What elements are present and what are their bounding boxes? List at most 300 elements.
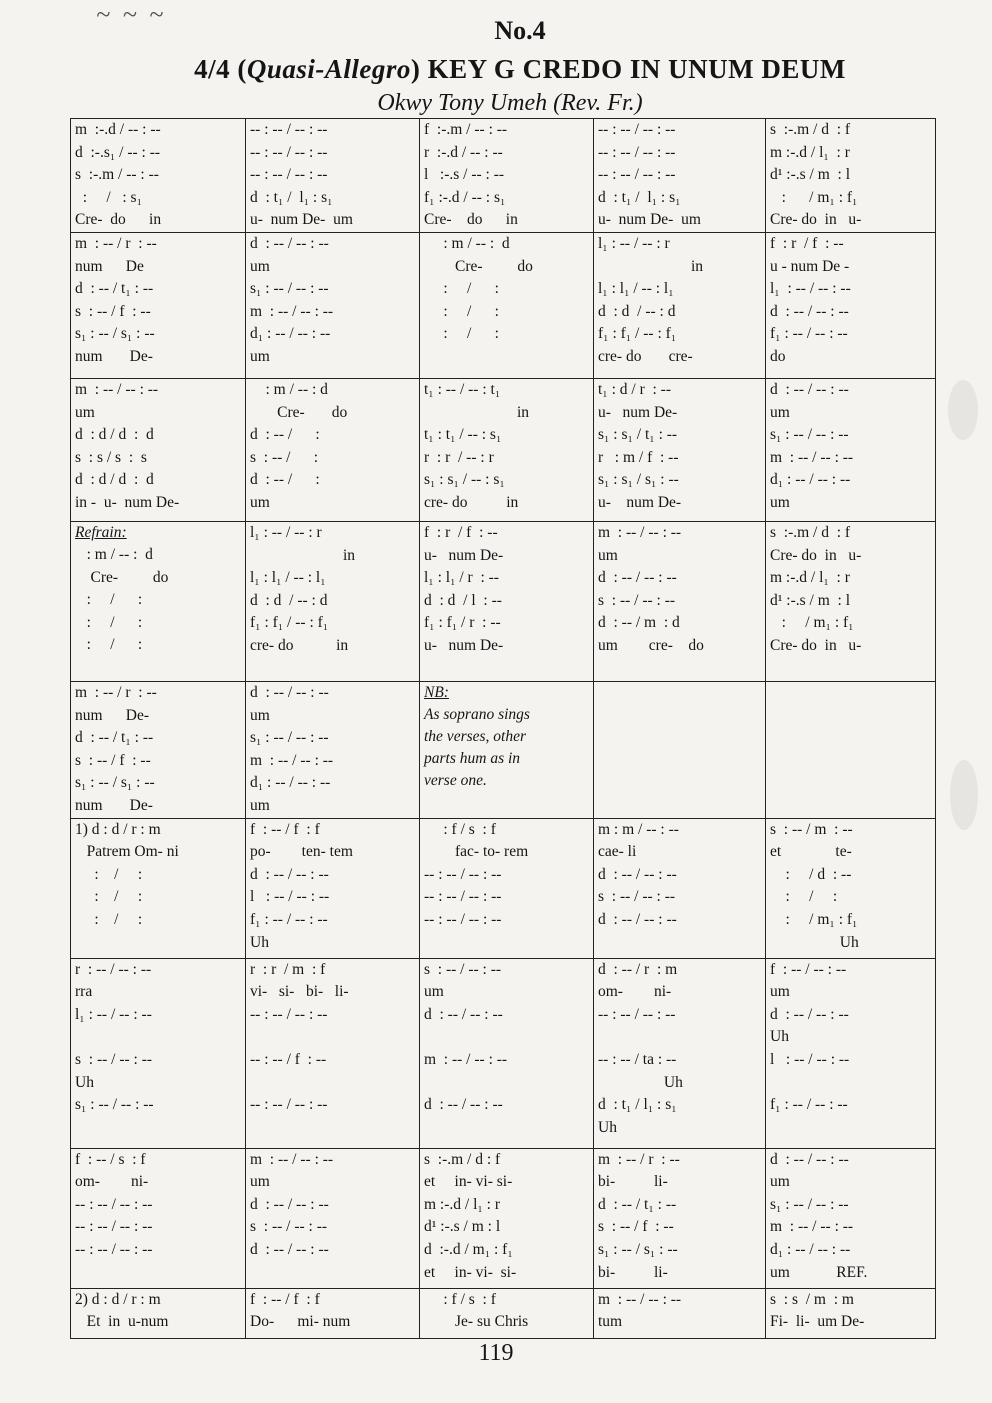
- score-cell: [766, 958, 936, 1148]
- score-cell: [246, 232, 420, 378]
- lyric-line: Do- mi- num: [250, 1313, 351, 1331]
- lyric-line: cre- do in: [424, 493, 519, 511]
- solfa-line: d : -- / -- : --: [424, 1096, 503, 1114]
- solfa-line: s : -- / f : --: [75, 751, 151, 769]
- solfa-line: t₁ : -- / -- : t₁: [424, 380, 501, 398]
- title-meter: 4/4 (: [194, 54, 247, 84]
- nb-note-line: As soprano sings: [424, 705, 530, 723]
- lyric-line: Uh: [770, 1028, 789, 1046]
- lyric-line: et in- vi- si-: [424, 1173, 513, 1191]
- solfa-line: d : -- / :: [250, 426, 320, 444]
- lyric-line: um: [250, 257, 270, 275]
- solfa-line: : m / -- : d: [75, 545, 153, 563]
- solfa-line: -- : -- / f : --: [250, 1050, 327, 1068]
- lyric-line: Uh: [250, 933, 269, 951]
- solfa-line: m :-.d / l₁ : r: [424, 1195, 501, 1213]
- solfa-line: d¹ :-.s / m : l: [424, 1218, 501, 1236]
- solfa-line: [424, 346, 589, 369]
- solfa-line: : / d : --: [770, 865, 852, 883]
- lyric-line: um: [250, 347, 270, 365]
- lyric-line: um: [598, 546, 618, 564]
- solfa-line: f : r / f : --: [424, 523, 498, 541]
- score-cell: [420, 1288, 594, 1338]
- score-cell: [420, 378, 594, 521]
- refrain-label: Refrain:: [75, 523, 127, 541]
- solfa-line: -- : -- / -- : --: [598, 121, 676, 138]
- solfa-line: f : -- / -- : --: [770, 960, 847, 978]
- solfa-line: -- : -- / ta : --: [598, 1050, 677, 1068]
- solfa-line: : / :: [424, 325, 499, 343]
- lyric-line: um: [424, 983, 444, 1001]
- lyric-line: po- ten- tem: [250, 843, 353, 861]
- page-number: 119: [478, 1340, 514, 1366]
- lyric-line: Patrem Om- ni: [75, 843, 179, 861]
- solfa-line: [250, 1072, 415, 1095]
- lyric-line: in: [598, 257, 704, 275]
- solfa-line: [598, 932, 761, 955]
- score-cell: [246, 119, 420, 233]
- lyric-line: in: [424, 403, 530, 421]
- solfa-line: d : t₁ / l₁ : s₁: [598, 1096, 677, 1114]
- solfa-line: d : d / d : d: [75, 426, 154, 444]
- solfa-line: [75, 1026, 241, 1049]
- solfa-line: s₁ : -- / s₁ : --: [75, 325, 155, 343]
- score-cell: [766, 1148, 936, 1288]
- solfa-line: [250, 1026, 415, 1049]
- lyric-line: rra: [75, 983, 93, 1001]
- lyric-line: um: [250, 796, 270, 814]
- score-cell: [246, 1288, 420, 1338]
- solfa-line: m : -- / -- : --: [598, 523, 682, 541]
- score-cell: [594, 232, 766, 378]
- solfa-line: : f / s : f: [424, 820, 496, 838]
- solfa-line: d₁ : -- / -- : --: [770, 1240, 851, 1258]
- score-cell: [594, 378, 766, 521]
- solfa-line: s₁ : s₁ / t₁ : --: [598, 426, 678, 444]
- solfa-line: l₁ : -- / -- : --: [770, 280, 851, 298]
- score-cell: [766, 681, 936, 818]
- solfa-line: d : -- / -- : --: [598, 865, 677, 883]
- lyric-line: et in- vi- si-: [424, 1263, 517, 1281]
- score-cell: [246, 1148, 420, 1288]
- score-row: [71, 119, 936, 233]
- solfa-line: r : r / -- : r: [424, 448, 494, 466]
- solfa-line: l :-.s / -- : --: [424, 166, 505, 184]
- solfa-line: r : r / m : f: [250, 960, 326, 978]
- lyric-line: u- num De-: [424, 636, 504, 654]
- solfa-line: f : -- / s : f: [75, 1150, 146, 1168]
- paper-smudge: [948, 380, 978, 440]
- lyric-line: u- num De- um: [250, 211, 353, 229]
- piece-title: [90, 54, 950, 85]
- solfa-line: [770, 1117, 931, 1140]
- solfa-line: [424, 1026, 589, 1049]
- lyric-line: um REF.: [770, 1263, 868, 1281]
- nb-note-line: the verses, other: [424, 727, 527, 745]
- lyric-line: Uh: [598, 1118, 617, 1136]
- solfa-line: : / :: [75, 910, 143, 928]
- solfa-line: d : -- / -- : --: [598, 569, 677, 587]
- score-cell: [420, 119, 594, 233]
- lyric-line: Fi- li- um De-: [770, 1313, 865, 1331]
- solfa-line: d : -- / -- : --: [250, 1240, 329, 1258]
- solfa-line: d : d / l : --: [424, 591, 502, 609]
- solfa-line: -- : -- / -- : --: [424, 888, 502, 906]
- solfa-line: -- : -- / -- : --: [75, 1218, 153, 1236]
- solfa-line: : f / s : f: [424, 1290, 496, 1308]
- lyric-line: um: [250, 706, 270, 724]
- solfa-line: : / : s₁: [75, 188, 142, 206]
- solfa-line: m : -- / -- : --: [75, 380, 159, 398]
- solfa-line: f₁ : -- / -- : --: [250, 910, 328, 928]
- piece-number: No.4: [494, 16, 546, 45]
- score-cell: [766, 521, 936, 681]
- paper-smudge: [950, 760, 978, 830]
- solfa-line: [75, 932, 241, 955]
- solfa-line: d¹ :-.s / m : l: [770, 166, 850, 184]
- lyric-line: om- ni-: [75, 1173, 149, 1191]
- solfa-line: 2) d : d / r : m: [75, 1290, 161, 1308]
- solfa-line: d₁ : -- / -- : --: [250, 774, 331, 792]
- lyric-line: Uh: [598, 1073, 683, 1091]
- lyric-line: num De-: [75, 706, 150, 724]
- score-cell: [594, 1288, 766, 1338]
- solfa-line: f₁ :-.d / -- : s₁: [424, 188, 506, 206]
- score-cell: [594, 681, 766, 818]
- lyric-line: om- ni-: [598, 983, 672, 1001]
- score-cell: [71, 119, 246, 233]
- solfa-line: -- : -- / -- : --: [250, 166, 328, 184]
- lyric-line: vi- si- bi- li-: [250, 983, 349, 1001]
- score-cell: [246, 521, 420, 681]
- solfa-line: [424, 932, 589, 955]
- solfa-line: d : -- / -- : --: [250, 683, 329, 701]
- solfa-line: d : -- / -- : --: [424, 1005, 503, 1023]
- solfa-line: -- : -- / -- : --: [250, 1005, 328, 1023]
- score-cell: [766, 818, 936, 958]
- solfa-line: -- : -- / -- : --: [598, 1005, 676, 1023]
- lyric-line: cre- do cre-: [598, 347, 693, 365]
- score-cell: [71, 818, 246, 958]
- solfa-line: d : -- / t₁ : --: [75, 729, 154, 747]
- lyric-line: um: [770, 983, 790, 1001]
- solfa-line: r :-.d / -- : --: [424, 143, 503, 161]
- score-row: [71, 378, 936, 521]
- solfa-line: d : -- / -- : --: [770, 1005, 849, 1023]
- solfa-line: : / :: [75, 888, 143, 906]
- lyric-line: do: [770, 347, 786, 365]
- score-row: [71, 958, 936, 1148]
- solfa-line: s₁ : -- / -- : --: [770, 426, 849, 444]
- solfa-line: m : m / -- : --: [598, 820, 679, 838]
- lyric-line: Cre- do in: [424, 211, 518, 229]
- nb-heading: NB:: [424, 683, 449, 701]
- solfa-line: : / m₁ : f₁: [770, 910, 858, 928]
- solfa-line: d :-.d / m₁ : f₁: [424, 1240, 513, 1258]
- solfa-line: [75, 1117, 241, 1140]
- solfa-line: l₁ : -- / -- : r: [598, 234, 670, 252]
- solfa-line: s : -- / -- : --: [424, 960, 502, 978]
- solfa-line: d : -- / :: [250, 471, 320, 489]
- lyric-line: u - num De -: [770, 257, 850, 275]
- score-row: [71, 521, 936, 681]
- solfa-line: s₁ : s₁ / -- : s₁: [424, 471, 505, 489]
- score-cell: [420, 681, 594, 818]
- solfa-line: m : -- / -- : --: [770, 448, 854, 466]
- solfa-line: d : t₁ / l₁ : s₁: [598, 188, 681, 206]
- score-cell: [420, 1148, 594, 1288]
- score-cell: [766, 119, 936, 233]
- solfa-line: [424, 1117, 589, 1140]
- lyric-line: bi- li-: [598, 1263, 668, 1281]
- score-cell: [71, 1288, 246, 1338]
- lyric-line: um: [250, 1173, 270, 1191]
- score-cell: [246, 818, 420, 958]
- solfa-line: [250, 1117, 415, 1140]
- solfa-line: f : r / f : --: [770, 234, 844, 252]
- solfa-line: s : -- / :: [250, 448, 319, 466]
- solfa-line: [598, 1026, 761, 1049]
- solfa-line: s : -- / -- : --: [598, 591, 676, 609]
- score-cell: [246, 958, 420, 1148]
- title-key-and-name: ) KEY G CREDO IN UNUM DEUM: [410, 54, 846, 84]
- solfa-line: f :-.m / -- : --: [424, 121, 508, 138]
- solfa-line: m : -- / r : --: [75, 683, 157, 701]
- solfa-line: s : -- / f : --: [75, 302, 151, 320]
- score-cell: [594, 119, 766, 233]
- lyric-line: u- num De- um: [598, 211, 701, 229]
- lyric-line: Cre- do in u-: [770, 211, 862, 229]
- score-cell: [420, 232, 594, 378]
- score-cell: [71, 1148, 246, 1288]
- solfa-line: r : -- / -- : --: [75, 960, 152, 978]
- solfa-line: s :-.m / d : f: [770, 523, 851, 541]
- lyric-line: bi- li-: [598, 1173, 668, 1191]
- solfa-line: d : -- / -- : --: [598, 910, 677, 928]
- solfa-line: s :-.m / d : f: [770, 121, 851, 138]
- solfa-line: l₁ : l₁ / r : --: [424, 569, 499, 587]
- lyric-line: um: [770, 403, 790, 421]
- solfa-line: r : m / f : --: [598, 448, 679, 466]
- solfa-line: f₁ : -- / -- : --: [770, 1096, 848, 1114]
- solfa-line: : m / -- : d: [424, 234, 510, 252]
- score-cell: [594, 521, 766, 681]
- solfa-line: : / m₁ : f₁: [770, 614, 854, 632]
- solfa-line: m : -- / -- : --: [250, 302, 334, 320]
- solfa-line: s : -- / f : --: [598, 1218, 674, 1236]
- solfa-line: -- : -- / -- : --: [75, 1240, 153, 1258]
- solfa-line: m :-.d / l₁ : r: [770, 569, 850, 587]
- lyric-line: fac- to- rem: [424, 843, 529, 861]
- score-cell: [766, 1288, 936, 1338]
- solfa-line: -- : -- / -- : --: [250, 121, 328, 138]
- solfa-line: s₁ : -- / -- : --: [75, 1096, 154, 1114]
- score-cell: [71, 378, 246, 521]
- solfa-line: : / :: [75, 613, 143, 631]
- solfa-line: m :-.d / l₁ : r: [770, 143, 850, 161]
- solfa-line: l₁ : l₁ / -- : l₁: [250, 569, 326, 587]
- solfa-line: m : -- / -- : --: [598, 1290, 682, 1308]
- solfa-line: : / :: [75, 591, 143, 609]
- score-row: [71, 1288, 936, 1338]
- solfa-line: d : -- / -- : --: [250, 234, 329, 252]
- lyric-line: Cre- do: [424, 257, 533, 275]
- solfa-line: [75, 657, 241, 680]
- solfa-line: [424, 1072, 589, 1095]
- score-cell: [71, 232, 246, 378]
- solfa-line: [770, 1072, 931, 1095]
- solfa-line: m : -- / -- : --: [424, 1050, 508, 1068]
- score-cell: [420, 521, 594, 681]
- solfa-line: m : -- / r : --: [75, 234, 157, 252]
- solfa-line: s₁ : -- / -- : --: [770, 1195, 849, 1213]
- composer: Okwy Tony Umeh (Rev. Fr.): [377, 90, 643, 116]
- score-cell: [594, 958, 766, 1148]
- solfa-line: m : -- / r : --: [598, 1150, 680, 1168]
- solfa-line: s : -- / m : --: [770, 820, 853, 838]
- score-cell: [246, 681, 420, 818]
- score-cell: [71, 958, 246, 1148]
- solfa-score-table: [70, 118, 936, 1339]
- solfa-line: [250, 1262, 415, 1285]
- solfa-line: d : -- / -- : --: [770, 302, 849, 320]
- solfa-line: [75, 1262, 241, 1285]
- solfa-line: : / :: [424, 280, 499, 298]
- solfa-line: s₁ : -- / s₁ : --: [75, 774, 155, 792]
- solfa-line: l : -- / -- : --: [250, 888, 330, 906]
- lyric-line: et te-: [770, 843, 852, 861]
- solfa-line: d : -- / m : d: [598, 614, 680, 632]
- score-cell: [766, 378, 936, 521]
- solfa-line: -- : -- / -- : --: [598, 166, 676, 184]
- solfa-line: d¹ :-.s / m : l: [770, 591, 850, 609]
- solfa-line: s : s / s : s: [75, 448, 147, 466]
- nb-note-line: verse one.: [424, 771, 487, 789]
- lyric-line: u- num De-: [424, 546, 504, 564]
- lyric-line: num De-: [75, 796, 153, 814]
- score-cell: [420, 818, 594, 958]
- solfa-line: : / :: [770, 888, 838, 906]
- solfa-line: s₁ : -- / -- : --: [250, 729, 329, 747]
- solfa-line: s₁ : s₁ / s₁ : --: [598, 471, 679, 489]
- solfa-line: : / :: [75, 865, 143, 883]
- solfa-line: : m / -- : d: [250, 380, 328, 398]
- lyric-line: cae- li: [598, 843, 637, 861]
- solfa-line: : / :: [75, 636, 143, 654]
- score-cell: [766, 232, 936, 378]
- score-cell: [594, 818, 766, 958]
- solfa-line: d : t₁ / l₁ : s₁: [250, 188, 333, 206]
- lyric-line: tum: [598, 1313, 623, 1331]
- handwritten-scrawl: ~ ~ ~: [96, 0, 167, 29]
- solfa-line: d : d / -- : d: [598, 302, 676, 320]
- solfa-line: l₁ : l₁ / -- : l₁: [598, 280, 674, 298]
- score-row: [71, 232, 936, 378]
- solfa-line: -- : -- / -- : --: [598, 143, 676, 161]
- solfa-line: d : -- / -- : --: [770, 1150, 849, 1168]
- solfa-line: d : -- / -- : --: [250, 1195, 329, 1213]
- score-row: [71, 1148, 936, 1288]
- solfa-line: s : -- / -- : --: [250, 1218, 328, 1236]
- solfa-line: d : d / -- : d: [250, 591, 328, 609]
- solfa-line: f₁ : f₁ / r : --: [424, 614, 501, 632]
- solfa-line: -- : -- / -- : --: [250, 143, 328, 161]
- lyric-line: in: [250, 546, 356, 564]
- lyric-line: Cre- do in u-: [770, 546, 862, 564]
- solfa-line: m : -- / -- : --: [250, 751, 334, 769]
- solfa-line: 1) d : d / r : m: [75, 820, 161, 838]
- solfa-line: l₁ : -- / -- : --: [75, 1005, 152, 1023]
- lyric-line: um: [75, 403, 95, 421]
- lyric-line: um cre- do: [598, 636, 704, 654]
- solfa-line: d : -- / t₁ : --: [598, 1195, 677, 1213]
- solfa-line: -- : -- / -- : --: [250, 1096, 328, 1114]
- score-cell: [71, 521, 246, 681]
- solfa-line: s : s / m : m: [770, 1290, 854, 1308]
- lyric-line: Et in u-num: [75, 1313, 169, 1331]
- solfa-line: d : -- / r : m: [598, 960, 678, 978]
- solfa-line: m : -- / -- : --: [250, 1150, 334, 1168]
- solfa-line: f₁ : -- / -- : --: [770, 325, 848, 343]
- lyric-line: Uh: [770, 933, 859, 951]
- lyric-line: um: [250, 493, 270, 511]
- solfa-line: d : -- / -- : --: [250, 865, 329, 883]
- lyric-line: um: [770, 493, 790, 511]
- lyric-line: Uh: [75, 1073, 94, 1091]
- lyric-line: cre- do in: [250, 636, 349, 654]
- solfa-line: s : -- / -- : --: [75, 1050, 153, 1068]
- solfa-line: m : -- / -- : --: [770, 1218, 854, 1236]
- solfa-line: t₁ : d / r : --: [598, 380, 671, 398]
- lyric-line: Je- su Chris: [424, 1313, 529, 1331]
- solfa-line: d :-.s₁ / -- : --: [75, 143, 161, 161]
- solfa-line: d : -- / -- : --: [770, 380, 849, 398]
- solfa-line: -- : -- / -- : --: [75, 1195, 153, 1213]
- score-cell: [420, 958, 594, 1148]
- score-cell: [246, 378, 420, 521]
- solfa-line: f₁ : f₁ / -- : f₁: [250, 614, 329, 632]
- solfa-line: f₁ : f₁ / -- : f₁: [598, 325, 677, 343]
- solfa-line: d : -- / t₁ : --: [75, 280, 154, 298]
- solfa-line: d₁ : -- / -- : --: [250, 325, 331, 343]
- solfa-line: l₁ : -- / -- : r: [250, 523, 322, 541]
- title-tempo: Quasi-Allegro: [246, 54, 411, 84]
- lyric-line: Cre- do in u-: [770, 636, 862, 654]
- solfa-line: f : -- / f : f: [250, 1290, 320, 1308]
- solfa-line: f : -- / f : f: [250, 820, 320, 838]
- lyric-line: u- num De-: [598, 403, 678, 421]
- lyric-line: um: [770, 1173, 790, 1191]
- lyric-line: Cre- do: [75, 568, 169, 586]
- solfa-line: l : -- / -- : --: [770, 1050, 850, 1068]
- score-cell: [71, 681, 246, 818]
- solfa-line: t₁ : t₁ / -- : s₁: [424, 426, 502, 444]
- solfa-line: : / m₁ : f₁: [770, 188, 858, 206]
- solfa-line: d : d / d : d: [75, 471, 154, 489]
- solfa-line: s : -- / -- : --: [598, 888, 676, 906]
- lyric-line: Cre- do in: [75, 211, 162, 229]
- solfa-line: m :-.d / -- : --: [75, 121, 161, 138]
- solfa-line: s :-.m / d : f: [424, 1150, 501, 1168]
- lyric-line: num De: [75, 257, 144, 275]
- lyric-line: Cre- do: [250, 403, 348, 421]
- solfa-line: : / :: [424, 302, 499, 320]
- lyric-line: in - u- num De-: [75, 493, 180, 511]
- lyric-line: u- num De-: [598, 493, 682, 511]
- score-cell: [594, 1148, 766, 1288]
- nb-note-line: parts hum as in: [424, 749, 521, 767]
- solfa-line: d₁ : -- / -- : --: [770, 471, 851, 489]
